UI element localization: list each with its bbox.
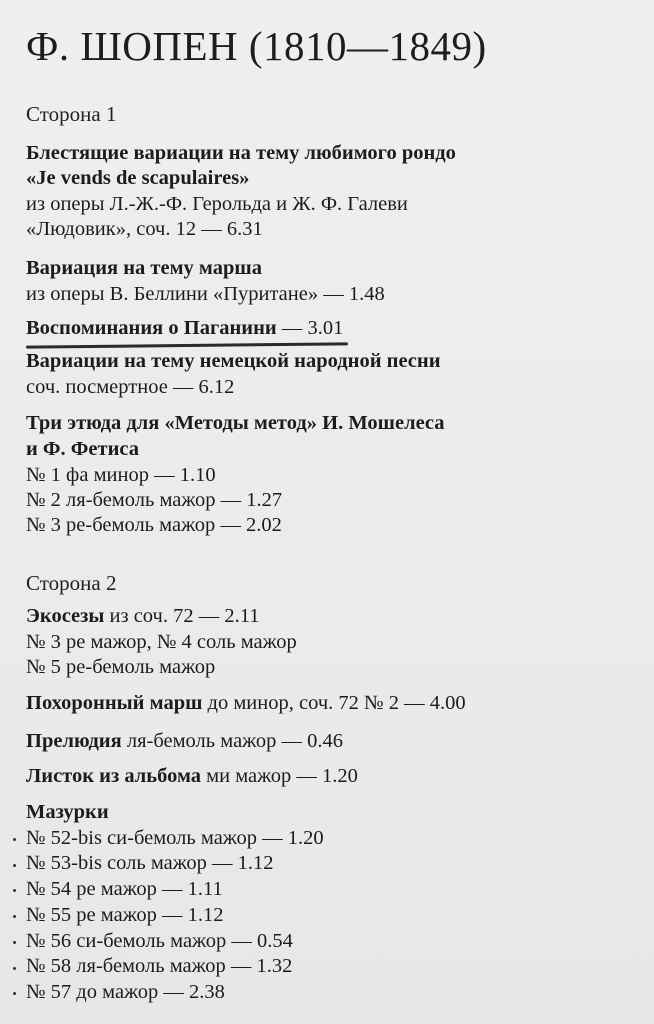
track-line	[26, 690, 466, 716]
track-line	[26, 165, 249, 191]
pencil-dot-mark	[13, 915, 16, 918]
track-line	[26, 728, 343, 754]
track-line	[26, 374, 234, 400]
track-line	[26, 603, 259, 629]
track-title: Прелюдия	[26, 730, 122, 752]
side-1-heading: Сторона 1	[26, 102, 117, 126]
track-detail: ля-бемоль мажор — 0.46	[121, 730, 343, 752]
track-line	[26, 825, 324, 851]
track-detail: № 5 ре-бемоль мажор	[26, 656, 216, 678]
track-line	[26, 348, 441, 374]
track-line	[26, 216, 263, 242]
pencil-dot-mark	[13, 864, 16, 867]
side-2-heading: Сторона 2	[26, 571, 117, 595]
track-detail: № 52-bis си-бемоль мажор — 1.20	[26, 827, 324, 849]
track-line	[26, 410, 445, 436]
track-line	[26, 462, 216, 488]
track-detail: «Людовик», соч. 12 — 6.31	[26, 218, 263, 240]
pencil-dot-mark	[13, 941, 16, 944]
page-title: Ф. ШОПЕН (1810—1849)	[26, 23, 487, 69]
pencil-dot-mark	[13, 838, 16, 841]
track-detail: № 55 ре мажор — 1.12	[26, 904, 224, 926]
track-line	[26, 850, 274, 876]
track-detail: № 57 до мажор — 2.38	[26, 981, 225, 1003]
pencil-dot-mark	[13, 992, 16, 995]
track-detail: до минор, соч. 72 № 2 — 4.00	[202, 692, 466, 714]
track-detail: № 3 ре мажор, № 4 соль мажор	[26, 631, 297, 653]
track-detail: из оперы В. Беллини «Пуритане» — 1.48	[26, 283, 385, 305]
track-detail: № 56 си-бемоль мажор — 0.54	[26, 930, 293, 952]
track-detail: из соч. 72 — 2.11	[104, 605, 260, 627]
track-line	[26, 629, 297, 655]
track-line	[26, 902, 224, 928]
track-line	[26, 928, 293, 954]
track-detail: № 1 фа минор — 1.10	[26, 464, 216, 486]
track-line	[26, 255, 262, 281]
track-title: Блестящие вариации на тему любимого рондо	[26, 142, 456, 164]
track-detail: № 2 ля-бемоль мажор — 1.27	[26, 489, 283, 511]
track-detail: ми мажор — 1.20	[201, 765, 358, 787]
track-line	[26, 487, 282, 513]
track-title: Листок из альбома	[26, 765, 202, 787]
track-detail: соч. посмертное — 6.12	[26, 376, 235, 398]
track-line	[26, 763, 358, 789]
track-title: Вариации на тему немецкой народной песни	[26, 350, 441, 372]
track-line	[26, 799, 109, 825]
track-title: «Je vends de scapulaires»	[26, 167, 250, 189]
track-detail: № 3 ре-бемоль мажор — 2.02	[26, 514, 282, 536]
track-line	[26, 979, 225, 1005]
track-detail: № 54 ре мажор — 1.11	[26, 878, 223, 900]
track-line	[26, 953, 292, 979]
track-line	[26, 876, 223, 902]
track-detail: № 58 ля-бемоль мажор — 1.32	[26, 955, 293, 977]
track-line	[26, 512, 282, 538]
track-title: Экосезы	[26, 605, 105, 627]
track-line	[26, 654, 215, 680]
track-title: Воспоминания о Паганини	[26, 317, 277, 339]
track-detail: из оперы Л.-Ж.-Ф. Герольда и Ж. Ф. Галеви	[26, 193, 408, 215]
track-title: Три этюда для «Методы метод» И. Мошелеса	[26, 412, 445, 434]
track-title: Похоронный марш	[26, 692, 203, 714]
pencil-dot-mark	[13, 889, 16, 892]
track-detail: — 3.01	[276, 317, 344, 339]
track-title: и Ф. Фетиса	[26, 438, 139, 460]
track-line	[26, 140, 456, 166]
track-detail: № 53-bis соль мажор — 1.12	[26, 852, 274, 874]
pencil-dot-mark	[13, 967, 16, 970]
track-title: Мазурки	[26, 801, 109, 823]
track-line	[26, 315, 343, 341]
track-line	[26, 436, 139, 462]
track-line	[26, 191, 408, 217]
track-line	[26, 281, 385, 307]
track-title: Вариация на тему марша	[26, 257, 262, 279]
